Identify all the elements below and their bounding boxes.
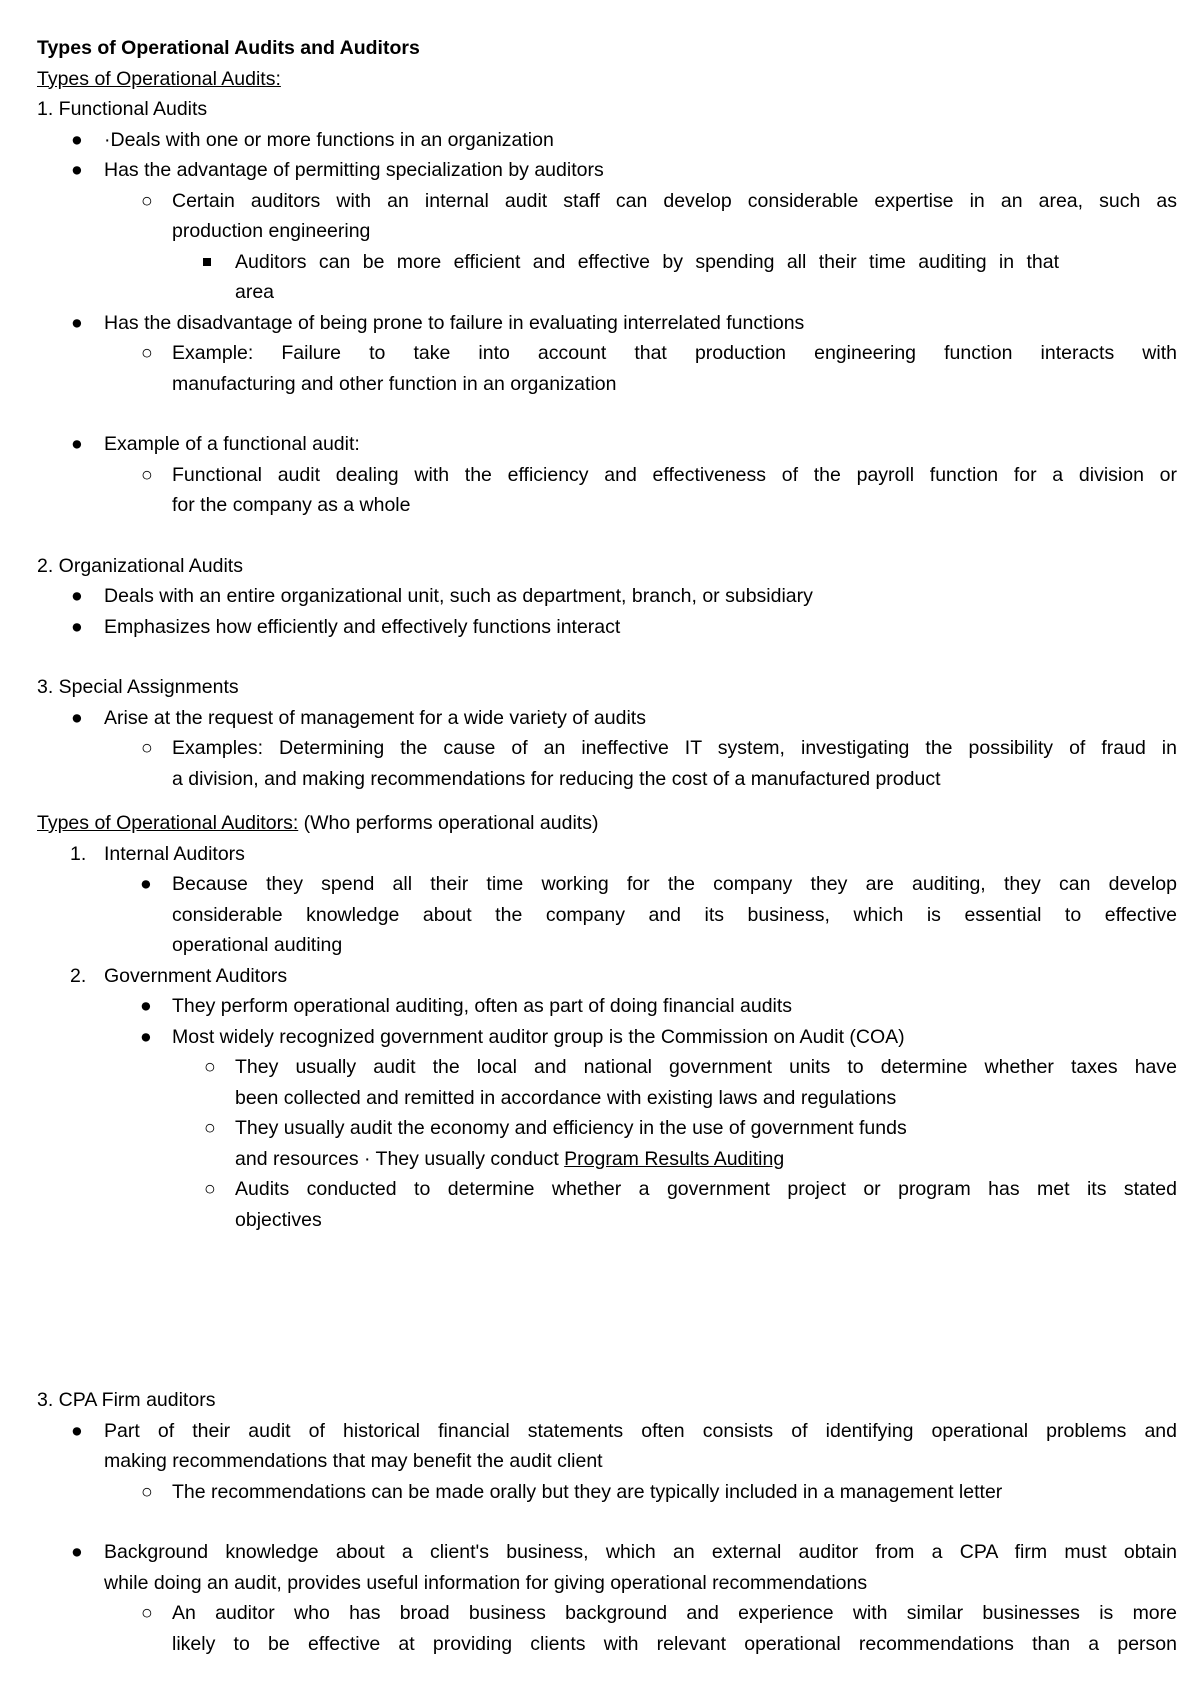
bullet-icon: ● (71, 706, 83, 729)
special-assignments-heading: 3. Special Assignments (37, 676, 239, 698)
list-item: ○ Example: Failure to take into account that production engineering function interacts with (172, 338, 1177, 369)
list-item: ● Background knowledge about a client's business, which an external auditor from a CPA firm must obtain (104, 1537, 1177, 1568)
list-item: ○ Examples: Determining the cause of an ineffective IT system, investigating the possibility of fraud in (172, 733, 1177, 764)
bullet-icon: ● (71, 128, 83, 151)
organizational-audits-heading: 2. Organizational Audits (37, 554, 243, 577)
program-results-auditing-link[interactable]: Program Results Auditing (564, 1147, 785, 1170)
list-item: ● Arise at the request of management for a wide variety of audits (37, 703, 1177, 734)
square-bullet-icon (203, 247, 211, 278)
list-item: ● Example of a functional audit: (37, 429, 1177, 460)
hollow-bullet-icon: ○ (141, 1602, 153, 1624)
list-item-continuation: manufacturing and other function in an organization (172, 372, 617, 395)
bullet-icon: ● (71, 433, 83, 455)
list-item: ● Most widely recognized government auditor group is the Commission on Audit (COA) (37, 1022, 1177, 1053)
list-item: ● Has the disadvantage of being prone to failure in evaluating interrelated functions (37, 308, 1177, 339)
hollow-bullet-icon: ○ (141, 1480, 153, 1503)
list-item-continuation: a division, and making recommendations for reducing the cost of a manufactured product (172, 767, 941, 790)
functional-audits-heading: 1. Functional Audits (37, 98, 208, 120)
list-item: ○ Audits conducted to determine whether a government project or program has met its stated (235, 1174, 1177, 1205)
list-item-continuation: objectives (235, 1208, 322, 1231)
list-item-continuation: operational auditing (172, 934, 343, 956)
government-auditors-heading: 2. Government Auditors (70, 964, 288, 987)
list-item: ○ Certain auditors with an internal audit staff can develop considerable expertise in an area, such as (172, 186, 1177, 217)
bullet-icon: ● (140, 1025, 152, 1048)
bullet-icon: ● (140, 995, 152, 1017)
hollow-bullet-icon: ○ (204, 1178, 216, 1200)
document-title: Types of Operational Audits and Auditors (37, 37, 420, 59)
list-item: ○ Functional audit dealing with the efficiency and effectiveness of the payroll function for a division or (172, 460, 1177, 491)
list-item: ● Has the advantage of permitting specialization by auditors (37, 155, 1177, 186)
cpa-firm-auditors-heading: 3. CPA Firm auditors (37, 1389, 216, 1411)
internal-auditors-heading: 1. Internal Auditors (70, 842, 245, 865)
list-item-continuation: for the company as a whole (172, 494, 411, 516)
bullet-icon: ● (140, 873, 152, 895)
hollow-bullet-icon: ○ (141, 737, 153, 759)
list-item-continuation: and resources · They usually conduct Program Results Auditing (235, 1147, 785, 1170)
list-item-continuation: been collected and remitted in accordance with existing laws and regulations (235, 1086, 897, 1109)
bullet-icon: ● (71, 1541, 83, 1563)
section-heading-auditors: Types of Operational Auditors: (Who performs operational audits) (37, 812, 599, 834)
hollow-bullet-icon: ○ (204, 1056, 216, 1078)
list-item-continuation: while doing an audit, provides useful information for giving operational recommendations (104, 1571, 868, 1594)
bullet-icon: ● (71, 311, 83, 334)
list-item: Auditors can be more efficient and effective by spending all their time auditing in that (235, 247, 1059, 278)
list-item: ● They perform operational auditing, often as part of doing financial audits (37, 991, 1177, 1022)
list-item: ● ·Deals with one or more functions in an organization (37, 125, 1177, 156)
list-item: ● Because they spend all their time working for the company they are auditing, they can develop (172, 869, 1177, 900)
list-item: ○ They usually audit the economy and efficiency in the use of government funds (37, 1113, 1177, 1144)
hollow-bullet-icon: ○ (141, 342, 153, 364)
list-item: ● Part of their audit of historical financial statements often consists of identifying operational problems and (104, 1416, 1177, 1447)
list-item-continuation: considerable knowledge about the company and its business, which is essential to effective (172, 903, 1177, 926)
section-heading-audits: Types of Operational Audits: (37, 67, 281, 90)
bullet-icon: ● (71, 1419, 83, 1442)
list-item-continuation: production engineering (172, 220, 371, 242)
hollow-bullet-icon: ○ (141, 189, 153, 212)
list-item-continuation: making recommendations that may benefit the audit client (104, 1450, 603, 1472)
list-item: ○ The recommendations can be made orally but they are typically included in a management letter (37, 1477, 1177, 1508)
list-item-continuation: area (235, 281, 275, 303)
bullet-icon: ● (71, 159, 83, 181)
list-item: ● Emphasizes how efficiently and effectively functions interact (37, 612, 1177, 643)
hollow-bullet-icon: ○ (204, 1117, 216, 1139)
bullet-icon: ● (71, 585, 83, 607)
list-item-continuation: likely to be effective at providing clients with relevant operational recommendations than a person (172, 1632, 1177, 1655)
hollow-bullet-icon: ○ (141, 463, 153, 486)
list-item: ● Deals with an entire organizational unit, such as department, branch, or subsidiary (37, 581, 1177, 612)
list-item: ○ They usually audit the local and national government units to determine whether taxes have (235, 1052, 1177, 1083)
list-item: ○ An auditor who has broad business background and experience with similar businesses is more (172, 1598, 1177, 1629)
bullet-icon: ● (71, 615, 83, 638)
document-page (37, 33, 1177, 1659)
